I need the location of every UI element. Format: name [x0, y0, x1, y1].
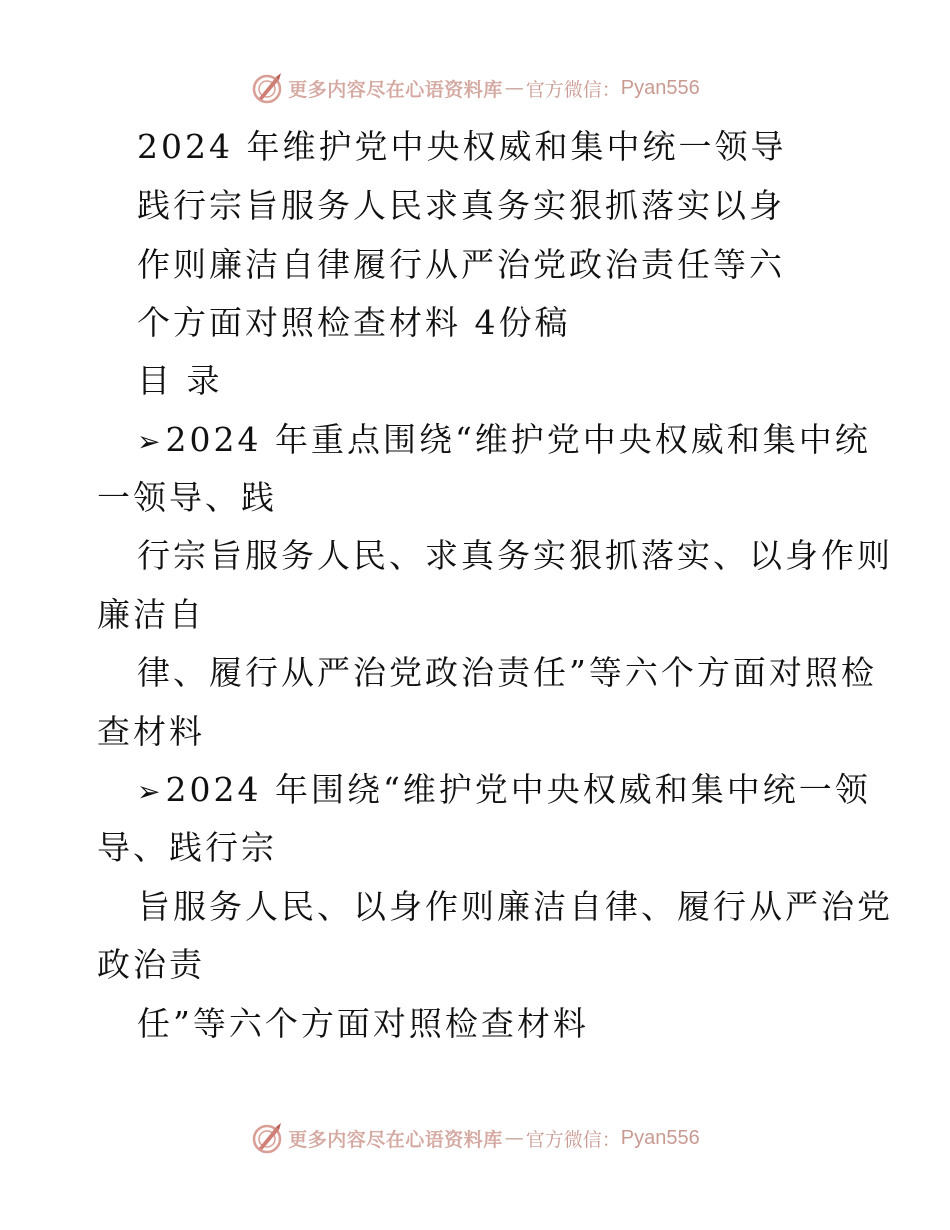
footer-watermark-banner: [0, 1118, 950, 1158]
toc-item-2-line-4[interactable]: 政治责: [97, 945, 205, 984]
toc-item-2-line-2[interactable]: 导、践行宗: [97, 828, 277, 867]
title-line-1: 2024 年维护党中央权威和集中统一领导: [137, 127, 787, 166]
toc-item-1-line-2[interactable]: 一领导、践: [97, 478, 277, 517]
toc-item-1-line-6[interactable]: 查材料: [97, 712, 205, 751]
arrow-bullet-icon: ➢: [137, 775, 164, 808]
toc-item-2-line-3[interactable]: 旨服务人民、以身作则廉洁自律、履行从严治党: [137, 887, 893, 926]
toc-item-2-line-1[interactable]: [137, 770, 871, 812]
header-watermark-banner: [0, 68, 950, 108]
toc-item-1-line-3[interactable]: 行宗旨服务人民、求真务实狠抓落实、以身作则: [137, 536, 893, 575]
banner-promo-text: 更多内容尽在心语资料库: [288, 78, 503, 101]
title-line-3: 作则廉洁自律履行从严治党政治责任等六: [137, 245, 785, 284]
banner-wechat-label: 官方微信：: [525, 1128, 621, 1151]
banner-dash: —: [504, 77, 524, 99]
toc-item-1-line-1[interactable]: [137, 420, 871, 462]
toc-item-2-text-1: 2024 年围绕“维护党中央权威和集中统一领: [165, 770, 871, 809]
banner-promo-text: 更多内容尽在心语资料库: [288, 1128, 503, 1151]
banner-dash: —: [504, 1127, 524, 1149]
banner-wechat-label: 官方微信：: [525, 78, 621, 101]
title-line-4: 个方面对照检查材料 4份稿: [137, 303, 571, 342]
toc-item-2-line-5[interactable]: 任”等六个方面对照检查材料: [137, 1004, 589, 1043]
banner-wechat-id: Pyan556: [620, 76, 700, 99]
toc-item-1-line-4[interactable]: 廉洁自: [97, 595, 205, 634]
arrow-bullet-icon: ➢: [137, 425, 164, 458]
quill-pen-logo-icon: [250, 71, 284, 105]
banner-wechat-id: Pyan556: [620, 1126, 700, 1149]
title-line-2: 践行宗旨服务人民求真务实狠抓落实以身: [137, 186, 785, 225]
toc-heading: 目 录: [137, 361, 223, 400]
toc-item-1-text-1: 2024 年重点围绕“维护党中央权威和集中统: [165, 420, 871, 459]
toc-item-1-line-5[interactable]: 律、履行从严治党政治责任”等六个方面对照检: [137, 653, 877, 692]
quill-pen-logo-icon: [250, 1121, 284, 1155]
